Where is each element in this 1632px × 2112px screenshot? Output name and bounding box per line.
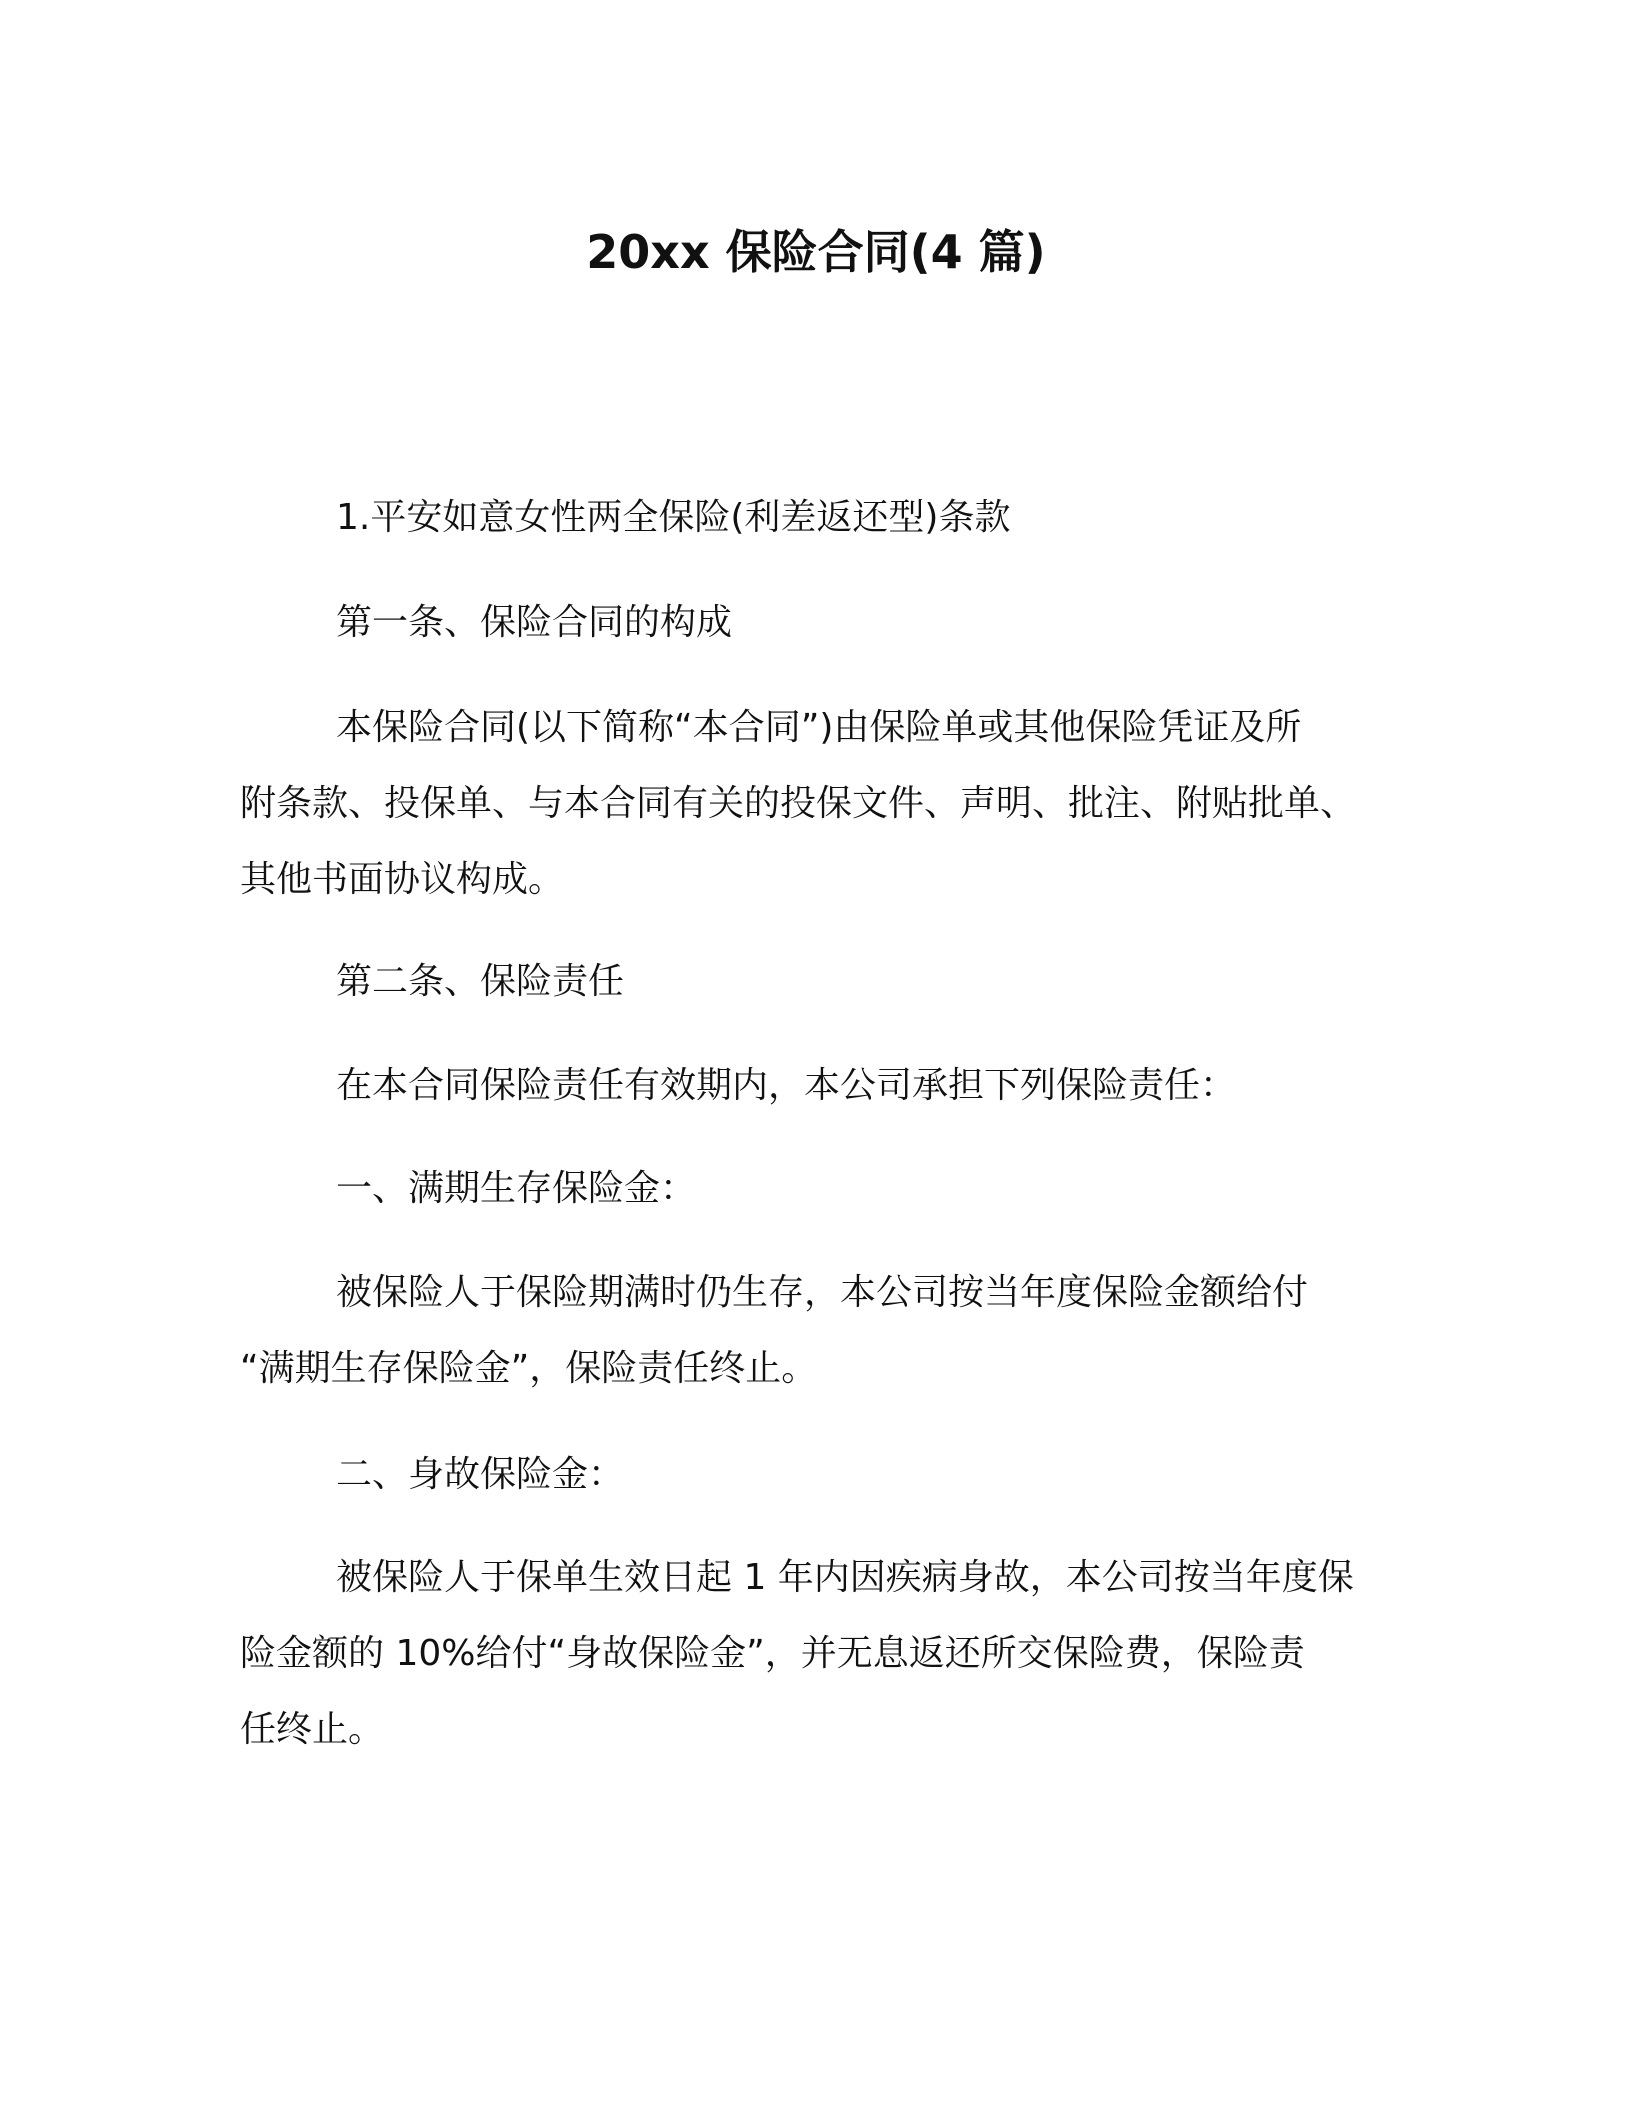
section-heading: 1.平安如意女性两全保险(利差返还型)条款	[336, 497, 1011, 538]
paragraph-line: 其他书面协议构成。	[240, 859, 565, 900]
paragraph-line: “满期生存保险金”，保险责任终止。	[240, 1348, 818, 1389]
paragraph-line: 任终止。	[240, 1709, 385, 1750]
article-heading: 第一条、保险合同的构成	[336, 602, 733, 643]
article-heading: 第二条、保险责任	[336, 961, 625, 1002]
paragraph-line: 在本合同保险责任有效期内，本公司承担下列保险责任：	[336, 1065, 1237, 1106]
document-title: 20xx 保险合同(4 篇)	[586, 225, 1046, 279]
paragraph-line: 附条款、投保单、与本合同有关的投保文件、声明、批注、附贴批单、	[240, 783, 1357, 824]
subsection-heading: 一、满期生存保险金：	[336, 1168, 697, 1209]
paragraph-line: 被保险人于保险期满时仍生存，本公司按当年度保险金额给付	[336, 1272, 1309, 1313]
paragraph-line: 本保险合同(以下简称“本合同”)由保险单或其他保险凭证及所	[336, 707, 1302, 748]
subsection-heading: 二、身故保险金：	[336, 1454, 625, 1495]
paragraph-line: 被保险人于保单生效日起 1 年内因疾病身故，本公司按当年度保	[336, 1557, 1354, 1598]
paragraph-line: 险金额的 10%给付“身故保险金”，并无息返还所交保险费，保险责	[240, 1633, 1305, 1674]
